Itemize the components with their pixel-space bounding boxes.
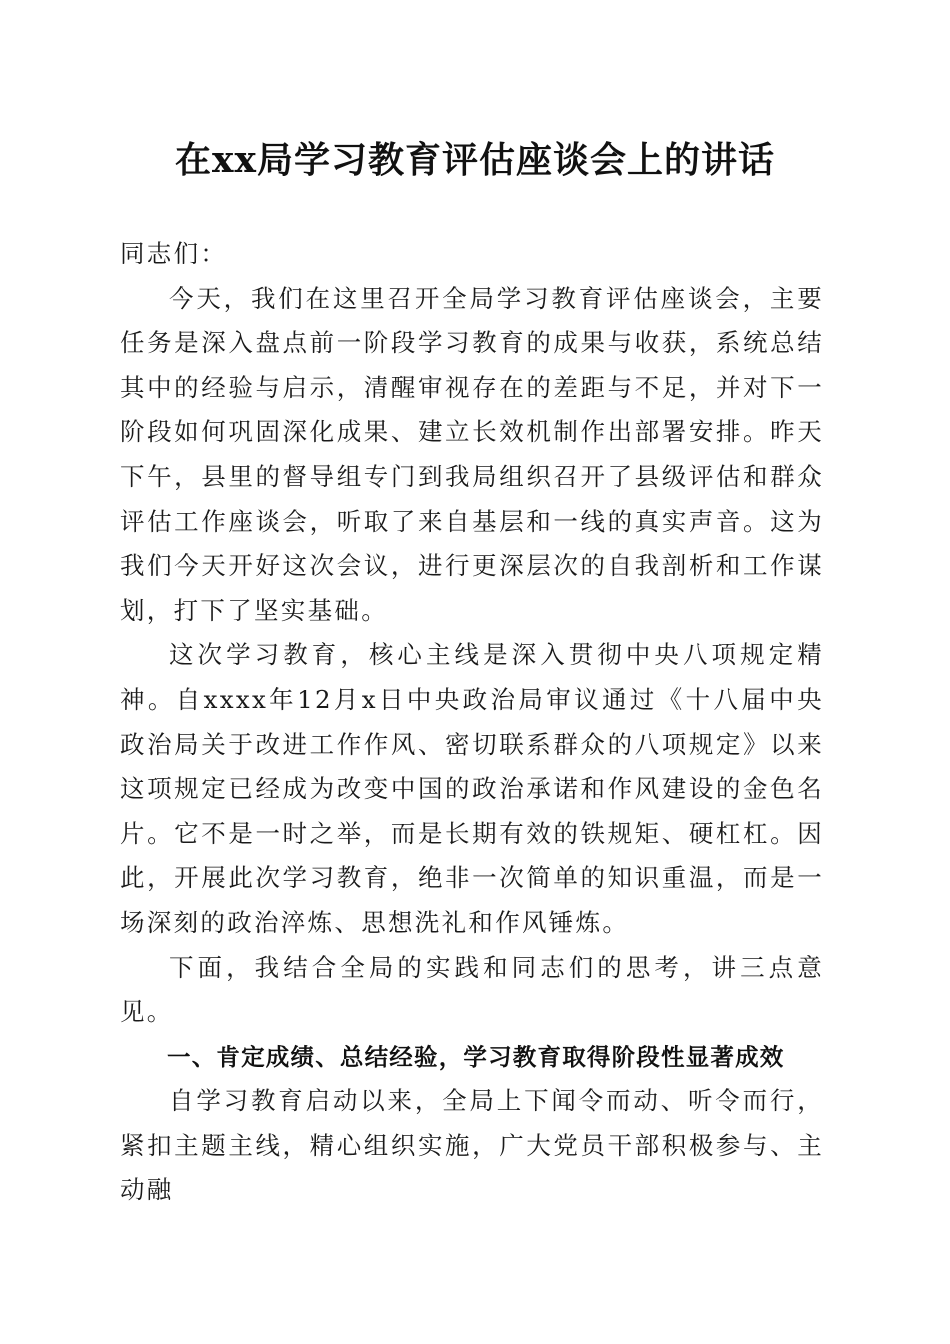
paragraph-outline: 下面，我结合全局的实践和同志们的思考，讲三点意见。 xyxy=(120,952,824,1027)
paragraph-core-theme: 这次学习教育，核心主线是深入贯彻中央八项规定精神。自xxxx年12月x日中央政治局审议通过《十八届中央政治局关于改进工作作风、密切联系群众的八项规定》以来这项规定已经成为改变中国的政治承诺和作风建设的金色名片。它不是一时之举，而是长期有效的铁规矩、硬杠杠。因此，开展此次学习教育，绝非一次简单的知识重温，而是一场深刻的政治淬炼、思想洗礼和作风锤炼。 xyxy=(120,640,824,937)
paragraph-section-intro: 自学习教育启动以来，全局上下闻令而动、听令而行，紧扣主题主线，精心组织实施，广大党员干部积极参与、主动融 xyxy=(120,1086,824,1205)
document-body xyxy=(120,232,824,1213)
salutation: 同志们： xyxy=(120,239,228,268)
section-heading: 一、肯定成绩、总结经验，学习教育取得阶段性显著成效 xyxy=(167,1042,785,1071)
document-title: 在xx局学习教育评估座谈会上的讲话 xyxy=(175,139,775,181)
paragraph-opening: 今天，我们在这里召开全局学习教育评估座谈会，主要任务是深入盘点前一阶段学习教育的成果与收获，系统总结其中的经验与启示，清醒审视存在的差距与不足，并对下一阶段如何巩固深化成果、建立长效机制作出部署安排。昨天下午，县里的督导组专门到我局组织召开了县级评估和群众评估工作座谈会，听取了来自基层和一线的真实声音。这为我们今天开好这次会议，进行更深层次的自我剖析和工作谋划，打下了坚实基础。 xyxy=(120,283,824,625)
